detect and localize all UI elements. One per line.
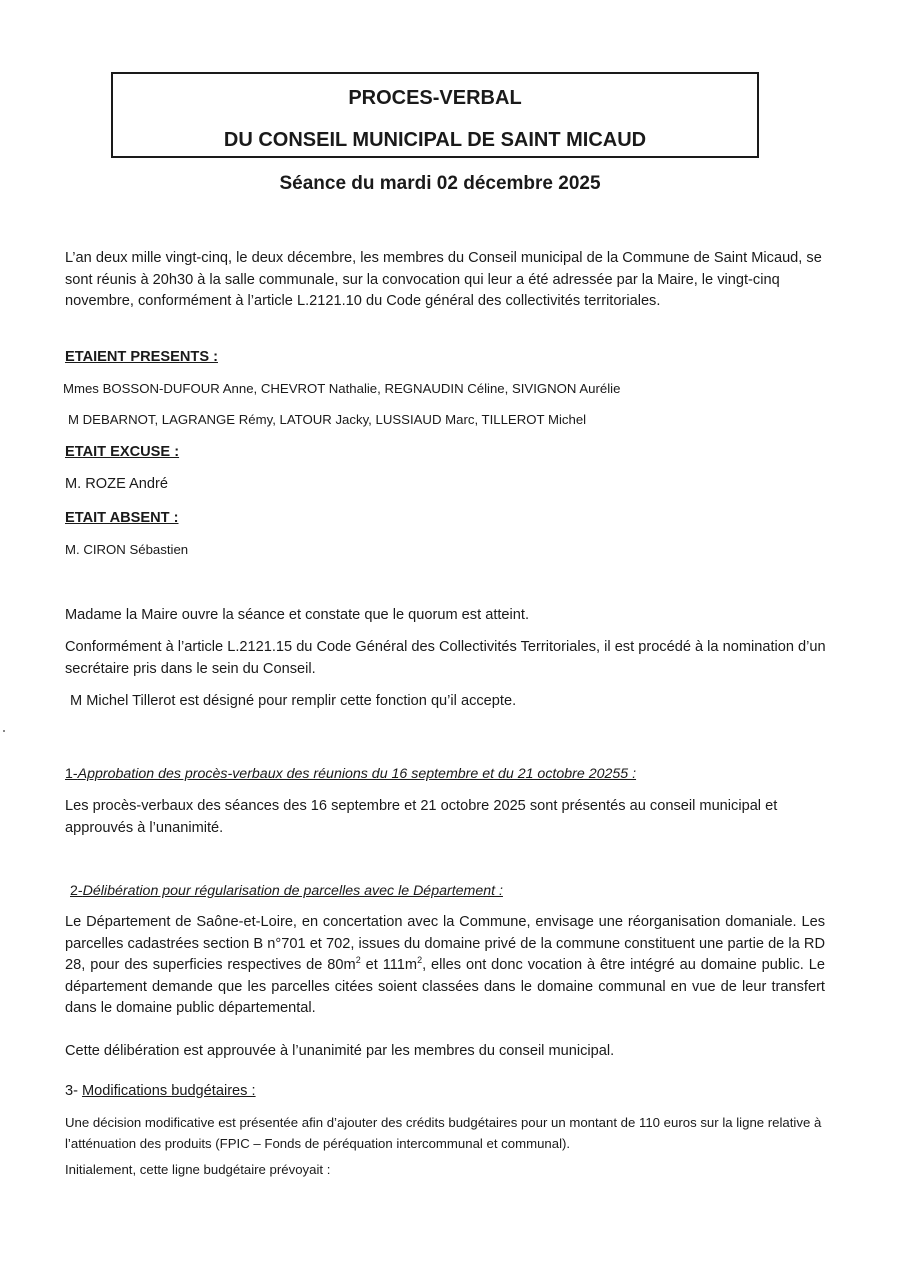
- title-box: [111, 72, 759, 158]
- section2-number: 2-: [70, 883, 83, 899]
- present-men: M DEBARNOT, LAGRANGE Rémy, LATOUR Jacky, LUSSIAUD Marc, TILLEROT Michel: [68, 412, 587, 427]
- absent-heading: ETAIT ABSENT :: [65, 510, 179, 526]
- section3-body: Une décision modificative est présentée afin d’ajouter des crédits budgétaires pour un montant de 110 euros sur la ligne relative à l’atténuation des produits (FPIC – Fonds de péréquation intercommunal et communal).: [65, 1115, 822, 1151]
- quorum-statement: Madame la Maire ouvre la séance et constate que le quorum est atteint.: [65, 607, 530, 623]
- council-name: DU CONSEIL MUNICIPAL DE SAINT MICAUD: [223, 129, 647, 151]
- section2-body: [65, 912, 825, 1020]
- present-women: Mmes BOSSON-DUFOUR Anne, CHEVROT Nathalie, REGNAUDIN Céline, SIVIGNON Aurélie: [63, 381, 621, 396]
- section2-sup2: 2: [417, 955, 423, 966]
- section1-body: Les procès-verbaux des séances des 16 septembre et 21 octobre 2025 sont présentés au conseil municipal et approuvés à l’unanimité.: [65, 798, 778, 836]
- scan-mark: [3, 730, 5, 732]
- section1-number: 1-: [65, 766, 78, 782]
- section2-conclusion: Cette délibération est approuvée à l’unanimité par les membres du conseil municipal.: [65, 1043, 615, 1059]
- absent-member: M. CIRON Sébastien: [65, 542, 189, 557]
- secretary-rule: Conformément à l’article L.2121.15 du Code Général des Collectivités Territoriales, il est procédé à la nomination d’un secrétaire pris dans le sein du Conseil.: [65, 639, 826, 677]
- section3-title: Modifications budgétaires :: [81, 1083, 256, 1099]
- section2-body-part2: et 111m: [360, 957, 418, 973]
- document-title: PROCES-VERBAL: [348, 87, 522, 109]
- section2-sup1: 2: [355, 955, 361, 966]
- section1-title: Approbation des procès-verbaux des réunions du 16 septembre et du 21 octobre 20255 :: [77, 766, 637, 782]
- section2-heading: [70, 881, 503, 901]
- excused-member: M. ROZE André: [65, 476, 168, 492]
- section2-body-part1: Le Département de Saône-et-Loire, en concertation avec la Commune, envisage une réorganisation domaniale. Les parcelles cadastrées section B n°701 et 702, issues du domaine privé de la commune constituent une partie de la RD 28, pour des superficies respectives de 80m: [65, 914, 825, 973]
- session-date: Séance du mardi 02 décembre 2025: [279, 173, 601, 194]
- section3-number: 3-: [65, 1083, 78, 1099]
- section1-heading: [65, 764, 636, 784]
- section2-body-part3: , elles ont donc vocation à être intégré au domaine public. Le département demande que les parcelles citées soient classées dans le domaine communal en vue de leur transfert dans le domaine public départemental.: [65, 957, 825, 1016]
- section3-initial: Initialement, cette ligne budgétaire prévoyait :: [65, 1162, 331, 1177]
- section3-heading: [65, 1081, 256, 1101]
- present-heading: ETAIENT PRESENTS :: [65, 349, 218, 365]
- intro-paragraph: L’an deux mille vingt-cinq, le deux décembre, les membres du Conseil municipal de la Commune de Saint Micaud, se sont réunis à 20h30 à la salle communale, sur la convocation qui leur a été adressée par la Maire, le vingt-cinq novembre, conformément à l’article L.2121.10 du Code général des collectivités territoriales.: [65, 250, 822, 309]
- secretary-designation: M Michel Tillerot est désigné pour remplir cette fonction qu’il accepte.: [70, 693, 517, 709]
- section2-title: Délibération pour régularisation de parcelles avec le Département :: [82, 883, 503, 899]
- excused-heading: ETAIT EXCUSE :: [65, 444, 180, 460]
